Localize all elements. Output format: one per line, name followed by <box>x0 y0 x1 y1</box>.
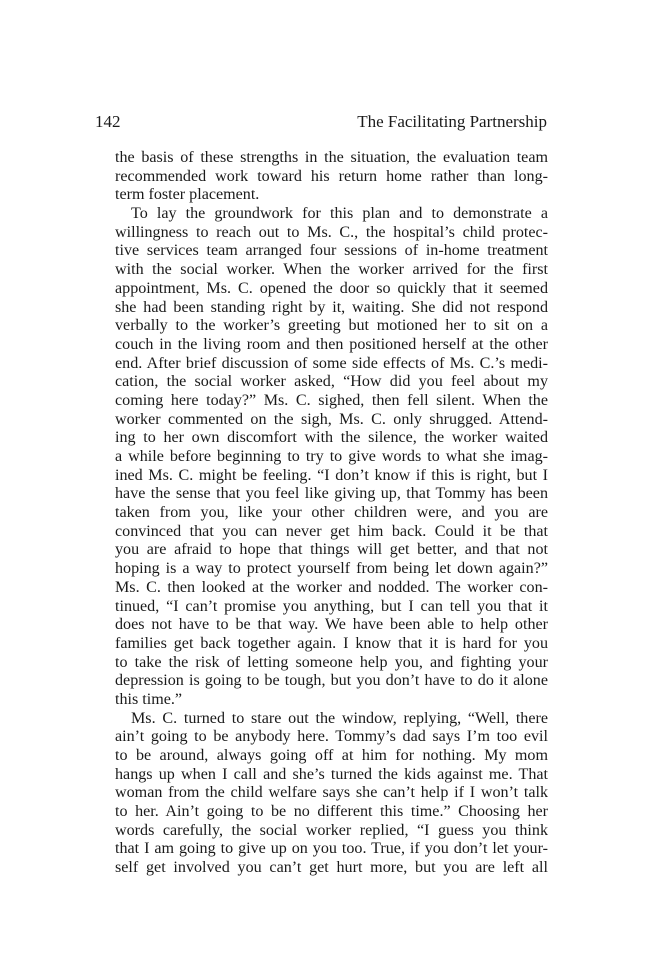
text-line: recommended work toward his return home rather than long- <box>115 167 548 185</box>
text-line: to be around, always going off at him for nothing. My mom <box>115 747 548 764</box>
text-line: ing to her own discomfort with the silence, the worker waited <box>115 429 548 447</box>
text-line: term foster placement. <box>115 186 260 204</box>
text-line: have the sense that you feel like giving up, that Tommy has been <box>115 485 548 503</box>
text-line: To lay the groundwork for this plan and to demonstrate a <box>131 205 548 223</box>
text-line: couch in the living room and then positioned herself at the other <box>115 335 548 353</box>
text-line: to her. Ain’t going to be no different this time.” Choosing her <box>115 803 548 821</box>
text-line: the basis of these strengths in the situation, the evaluation team <box>115 149 548 166</box>
text-line: tinued, “I can’t promise you anything, but I can tell you that it <box>115 597 548 615</box>
text-line: Ms. C. then looked at the worker and nodded. The worker con- <box>115 578 548 596</box>
text-line: end. After brief discussion of some side effects of Ms. C.’s medi- <box>115 354 548 372</box>
page-header <box>95 112 547 138</box>
text-line: appointment, Ms. C. opened the door so quickly that it seemed <box>115 279 548 297</box>
text-line: a while before beginning to try to give words to what she imag- <box>115 448 548 465</box>
text-line: hangs up when I call and she’s turned the kids against me. That <box>115 765 548 783</box>
text-line: convinced that you can never get him back. Could it be that <box>115 522 548 540</box>
text-line: words carefully, the social worker replied, “I guess you think <box>115 821 548 839</box>
text-line: you are afraid to hope that things will get better, and that not <box>115 541 548 559</box>
text-line: families get back together again. I know that it is hard for you <box>115 634 548 652</box>
text-line: willingness to reach out to Ms. C., the hospital’s child protec- <box>115 223 548 241</box>
text-line: cation, the social worker asked, “How did you feel about my <box>115 373 548 391</box>
text-line: ined Ms. C. might be feeling. “I don’t know if this is right, but I <box>115 466 548 484</box>
text-line: does not have to be that way. We have been able to help other <box>115 616 548 634</box>
text-line: to take the risk of letting someone help you, and fighting your <box>115 653 548 671</box>
running-head: The Facilitating Partnership <box>357 112 547 131</box>
text-line: self get involved you can’t get hurt more, but you are left all <box>115 859 548 877</box>
text-line: verbally to the worker’s greeting but motioned her to sit on a <box>115 317 548 335</box>
text-line: she had been standing right by it, waiting. She did not respond <box>115 298 548 316</box>
text-line: woman from the child welfare says she can’t help if I won’t talk <box>115 784 548 802</box>
text-line: worker commented on the sigh, Ms. C. only shrugged. Attend- <box>115 410 548 428</box>
text-line: taken from you, like your other children were, and you are <box>115 504 548 522</box>
page-number: 142 <box>95 112 121 131</box>
text-line: ain’t going to be anybody here. Tommy’s dad says I’m too evil <box>115 728 548 746</box>
text-line: hoping is a way to protect yourself from being let down again?” <box>115 560 548 578</box>
text-line: that I am going to give up on you too. True, if you don’t let your- <box>115 840 548 858</box>
text-line: with the social worker. When the worker arrived for the first <box>115 261 548 279</box>
text-line: this time.” <box>115 690 183 708</box>
text-line: coming here today?” Ms. C. sighed, then fell silent. When the <box>115 391 548 409</box>
text-line: Ms. C. turned to stare out the window, replying, “Well, there <box>131 709 548 727</box>
body-text <box>115 149 548 878</box>
text-line: depression is going to be tough, but you don’t have to do it alone <box>115 672 548 690</box>
text-line: tive services team arranged four sessions of in-home treatment <box>115 242 548 260</box>
